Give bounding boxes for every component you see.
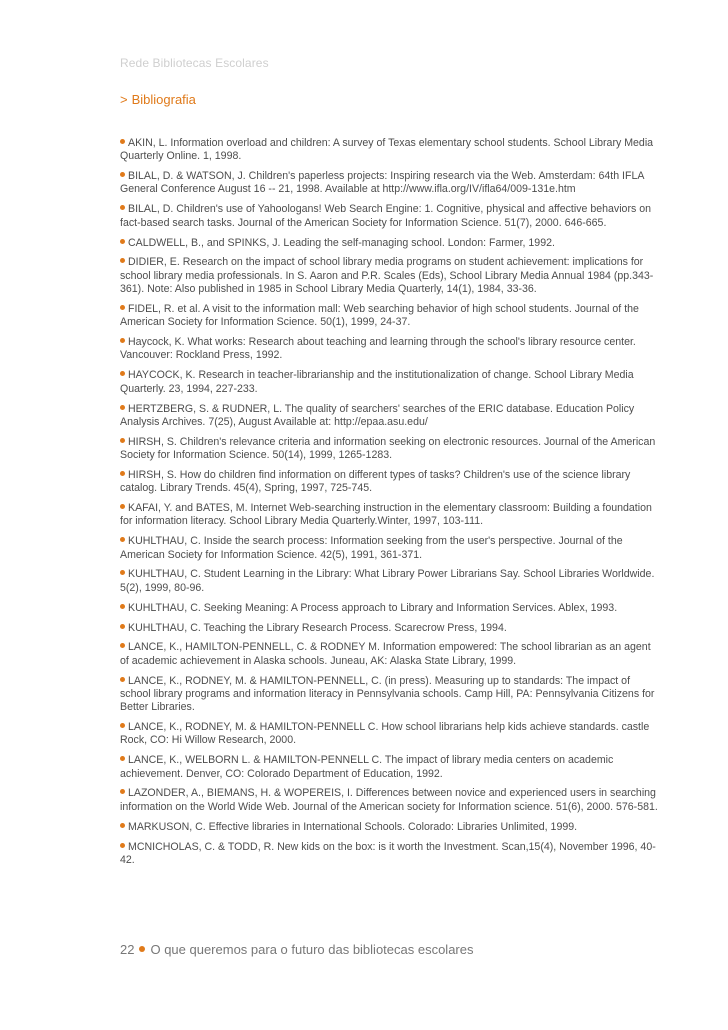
section-marker: > (120, 92, 128, 107)
bullet-icon (120, 843, 125, 848)
reference-list (120, 137, 660, 874)
reference-text: HERTZBERG, S. & RUDNER, L. The quality of searchers' searches of the ERIC database. Education Policy Analysis Archives. 7(25), August Available at: http://epaa.asu.edu/ (120, 402, 635, 428)
bullet-icon (120, 823, 125, 828)
bullet-icon (120, 172, 125, 177)
bullet-icon (120, 205, 125, 210)
section-heading (120, 92, 196, 107)
reference-text: LANCE, K., HAMILTON-PENNELL, C. & RODNEY M. Information empowered: The school librarian as an agent of academic achievement in Alaska schools. Juneau, AK: Alaska State Library, 1999. (120, 641, 651, 667)
bullet-icon (120, 471, 125, 476)
bullet-icon (120, 305, 125, 310)
reference-text: DIDIER, E. Research on the impact of school library media programs on student achievement: implications for school library media professionals. In S. Aaron and P.R. Scales (Eds), School Library Media Annual 1984 (pp.343-361). Note: Also published in 1985 in School Library Media Quarterly, 14(1), 1984, 33-36. (120, 256, 654, 296)
bullet-icon (120, 570, 125, 575)
reference-entry (120, 535, 660, 562)
footer-title: O que queremos para o futuro das bibliotecas escolares (150, 942, 474, 957)
reference-entry (120, 369, 660, 396)
reference-entry (120, 403, 660, 430)
page-number: 22 (120, 942, 135, 957)
bullet-icon (120, 504, 125, 509)
page-footer (120, 942, 474, 957)
reference-text: HIRSH, S. Children's relevance criteria and information seeking on electronic resources. Journal of the American Society for Information Science. 50(14), 1999, 1265-1283. (120, 435, 656, 461)
bullet-icon (120, 723, 125, 728)
bullet-icon (120, 438, 125, 443)
reference-entry (120, 303, 660, 330)
reference-entry (120, 602, 660, 615)
bullet-icon (120, 756, 125, 761)
reference-entry (120, 821, 660, 834)
bullet-icon (120, 624, 125, 629)
bullet-icon (120, 239, 125, 244)
reference-text: KUHLTHAU, C. Seeking Meaning: A Process approach to Library and Information Services. Ablex, 1993. (128, 601, 618, 614)
reference-entry (120, 841, 660, 868)
bullet-icon (120, 371, 125, 376)
bullet-icon (120, 338, 125, 343)
reference-text: HIRSH, S. How do children find information on different types of tasks? Children's use of the science library catalog. Library Trends. 45(4), Spring, 1997, 725-745. (120, 468, 631, 495)
reference-text: LAZONDER, A., BIEMANS, H. & WOPEREIS, I. Differences between novice and experienced users in searching information on the World Wide Web. Journal of the American society for Information science. 51(6), 2000. 576-581. (120, 787, 658, 813)
reference-text: KAFAI, Y. and BATES, M. Internet Web-searching instruction in the elementary classroom: Building a foundation for information literacy. School Library Media Quarterly.Winter, 1997, 103-111. (120, 502, 652, 528)
bullet-icon (120, 789, 125, 794)
reference-entry (120, 256, 660, 296)
reference-text: AKIN, L. Information overload and children: A survey of Texas elementary school students. School Library Media Quarterly Online. 1, 1998. (120, 137, 654, 163)
reference-text: CALDWELL, B., and SPINKS, J. Leading the self-managing school. London: Farmer, 1992. (128, 236, 555, 249)
reference-entry (120, 436, 660, 463)
reference-entry (120, 754, 660, 781)
reference-text: HAYCOCK, K. Research in teacher-librarianship and the institutionalization of change. School Library Media Quarterly. 23, 1994, 227-233. (120, 369, 634, 395)
reference-text: MARKUSON, C. Effective libraries in International Schools. Colorado: Libraries Unlimited, 1999. (128, 820, 578, 833)
bullet-icon (120, 677, 125, 682)
reference-text: FIDEL, R. et al. A visit to the information mall: Web searching behavior of high school students. Journal of the American Society for Information Science. 50(1), 1999, 24-37. (120, 302, 639, 329)
reference-entry (120, 675, 660, 715)
reference-entry (120, 237, 660, 250)
reference-text: LANCE, K., RODNEY, M. & HAMILTON-PENNELL, C. (in press). Measuring up to standards: The impact of school library programs and information literacy in Pennsylvania schools. Camp Hill, PA: Pennsylvania Citizens for Better Libraries. (120, 674, 655, 714)
bullet-icon (120, 258, 125, 263)
reference-text: BILAL, D. & WATSON, J. Children's paperless projects: Inspiring research via the Web. Amsterdam: 64th IFLA General Conference August 16 -- 21, 1998. Available at http://www.ifla.org/IV/ifla64/009-131e.htm (120, 170, 644, 196)
reference-entry (120, 137, 660, 164)
reference-text: LANCE, K., RODNEY, M. & HAMILTON-PENNELL C. How school librarians help kids achieve standards. castle Rock, CO: Hi Willow Research, 2000. (120, 721, 650, 747)
reference-entry (120, 203, 660, 230)
reference-entry (120, 502, 660, 529)
section-title: Bibliografia (131, 92, 196, 107)
reference-entry (120, 170, 660, 197)
reference-entry (120, 721, 660, 748)
reference-entry (120, 787, 660, 814)
bullet-icon (120, 604, 125, 609)
reference-text: MCNICHOLAS, C. & TODD, R. New kids on the box: is it worth the Investment. Scan,15(4), November 1996, 40-42. (120, 840, 656, 866)
reference-text: BILAL, D. Children's use of Yahoologans! Web Search Engine: 1. Cognitive, physical and affective behaviors on fact-based search tasks. Journal of the American Society for Information Science. 51(7), 2000. 646-665. (120, 203, 652, 229)
bullet-icon (139, 946, 145, 952)
reference-entry (120, 622, 660, 635)
bullet-icon (120, 643, 125, 648)
reference-text: Haycock, K. What works: Research about teaching and learning through the school's library resource center. Vancouver: Rockland Press, 1992. (120, 336, 636, 362)
reference-entry (120, 469, 660, 496)
reference-entry (120, 568, 660, 595)
reference-entry (120, 336, 660, 363)
bullet-icon (120, 405, 125, 410)
reference-text: LANCE, K., WELBORN L. & HAMILTON-PENNELL C. The impact of library media centers on academic achievement. Denver, CO: Colorado Department of Education, 1992. (120, 754, 614, 780)
reference-text: KUHLTHAU, C. Inside the search process: Information seeking from the user's perspective. Journal of the American Society for Information Science. 42(5), 1991, 361-371. (120, 535, 623, 561)
bullet-icon (120, 537, 125, 542)
running-header: Rede Bibliotecas Escolares (120, 56, 269, 70)
reference-text: KUHLTHAU, C. Teaching the Library Research Process. Scarecrow Press, 1994. (128, 621, 507, 634)
bullet-icon (120, 139, 125, 144)
reference-entry (120, 641, 660, 668)
reference-text: KUHLTHAU, C. Student Learning in the Library: What Library Power Librarians Say. School Libraries Worldwide. 5(2), 1999, 80-96. (120, 568, 655, 594)
